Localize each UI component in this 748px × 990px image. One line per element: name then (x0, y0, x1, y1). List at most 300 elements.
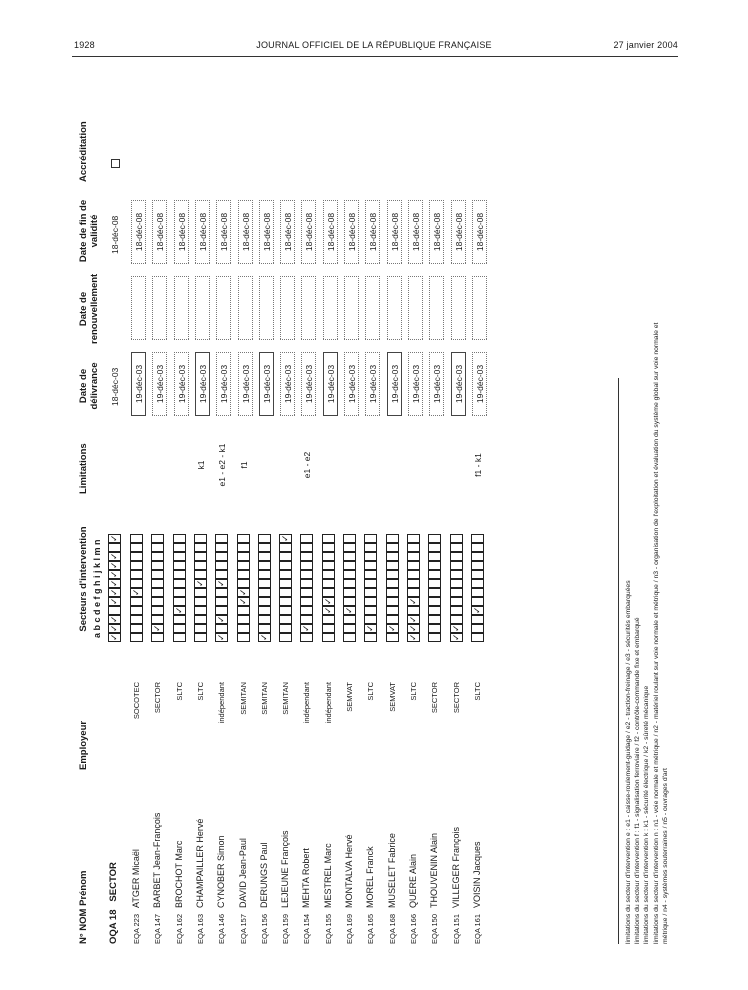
table-row (173, 164, 193, 944)
sector-check-empty (471, 588, 484, 597)
sector-check-empty (237, 552, 250, 561)
sector-check-empty (237, 624, 250, 633)
row-name: VOISIN Jacques (471, 841, 482, 908)
sector-check-checked: ✓ (109, 615, 119, 623)
journal-title: JOURNAL OFFICIEL DE LA RÉPUBLIQUE FRANÇAISE (256, 40, 492, 50)
table-row (428, 164, 448, 944)
sector-check-empty (151, 597, 164, 606)
row-sector-checks (450, 534, 468, 642)
sector-check-empty (428, 561, 441, 570)
row-delivery-date: 19-déc-03 (472, 352, 487, 416)
row-employer: SLTC (366, 682, 376, 701)
sector-check-empty (300, 606, 313, 615)
sector-check-empty (322, 543, 335, 552)
sector-check-checked: ✓ (194, 579, 205, 587)
row-id: EQA 150 (430, 913, 440, 944)
sector-check-empty (151, 570, 164, 579)
sector-letters: a b c d e f g h i j k l m n (92, 539, 102, 638)
group-sector-checks (108, 534, 126, 642)
sector-check-checked: ✓ (109, 633, 119, 641)
row-delivery-date: 19-déc-03 (408, 352, 423, 416)
row-sector-checks (471, 534, 489, 642)
sector-check-empty (300, 579, 313, 588)
footnote: limitations du secteur d'intervention e : e1 - caisse-roulement-guidage / e2 - traction-freinage / e3 - sécurités embarquées (625, 580, 632, 944)
row-renewal-date (174, 276, 189, 340)
row-renewal-date (216, 276, 231, 340)
table-row (151, 164, 171, 944)
sector-check-empty (151, 552, 164, 561)
sector-check-empty (428, 570, 441, 579)
col-header-end: Date de fin de validité (78, 199, 100, 263)
sector-check-checked: ✓ (173, 606, 184, 614)
sector-check-empty (364, 543, 377, 552)
sector-check-checked: ✓ (301, 624, 312, 632)
row-limitations: e1 - e2 - k1 (217, 443, 228, 487)
row-end-date: 18-déc-08 (323, 200, 338, 264)
sector-check-empty (450, 570, 463, 579)
row-renewal-date (301, 276, 316, 340)
sector-check-empty (279, 552, 292, 561)
sector-check-empty (194, 606, 207, 615)
row-limitations: f1 (238, 461, 249, 469)
row-employer: SECTOR (451, 682, 461, 714)
sector-check-empty (258, 534, 271, 543)
sector-check-empty (364, 534, 377, 543)
row-employer: indépendant (302, 682, 312, 724)
row-name: CYNOBER Simon (216, 835, 227, 908)
row-name: DAVID Jean-Paul (237, 838, 248, 908)
row-name: LEJEUNE François (280, 830, 291, 908)
sector-check-empty (130, 543, 143, 552)
sector-check-empty (215, 624, 228, 633)
sector-check-checked: ✓ (258, 633, 269, 641)
sector-check-checked: ✓ (109, 561, 119, 569)
col-header-renewal: Date de renouvellement (78, 273, 100, 344)
row-name: MONTALVA Hervé (344, 834, 354, 908)
sector-check-empty (322, 579, 335, 588)
row-id: EQA 156 (259, 913, 269, 944)
sector-check-empty (450, 534, 463, 543)
sector-check-empty (258, 624, 271, 633)
sector-check-checked: ✓ (471, 606, 482, 614)
sector-check-empty (215, 597, 228, 606)
sector-check-empty (300, 633, 313, 642)
row-sector-checks (173, 534, 191, 642)
sector-check-empty (386, 561, 399, 570)
row-renewal-date (408, 276, 423, 340)
sector-check-checked: ✓ (152, 624, 163, 632)
row-delivery-date: 19-déc-03 (344, 352, 359, 416)
table-row (215, 164, 235, 944)
row-sector-checks (364, 534, 382, 642)
sector-check-empty (279, 543, 292, 552)
sector-check-checked: ✓ (237, 588, 248, 596)
sector-check-empty (450, 606, 463, 615)
sector-check-empty (386, 570, 399, 579)
sector-check-empty (194, 570, 207, 579)
row-renewal-date (323, 276, 338, 340)
sector-check-empty (279, 624, 292, 633)
accreditation-checkbox[interactable] (111, 159, 120, 168)
sector-check-empty (300, 534, 313, 543)
sector-check-checked: ✓ (407, 633, 418, 641)
sector-check-empty (194, 561, 207, 570)
sector-check-empty (173, 579, 186, 588)
sector-check-empty (322, 570, 335, 579)
row-employer: SEMVAT (345, 682, 354, 712)
sector-check-empty (407, 606, 420, 615)
sector-check-checked: ✓ (386, 624, 397, 632)
row-employer: indépendant (217, 682, 227, 724)
sector-check-empty (322, 588, 335, 597)
sector-check-empty (237, 561, 250, 570)
row-renewal-date (387, 276, 402, 340)
sector-check-empty (237, 633, 250, 642)
sector-check-empty (258, 588, 271, 597)
table-row (407, 164, 427, 944)
row-name: CHAMPAILLER Hervé (194, 818, 205, 908)
sector-check-empty (407, 534, 420, 543)
row-name: QUERE Alain (407, 853, 418, 908)
sector-check-empty (108, 543, 121, 552)
row-sector-checks (300, 534, 318, 642)
sector-check-empty (173, 597, 186, 606)
sector-check-empty (279, 597, 292, 606)
table-row (130, 164, 150, 944)
sector-check-checked: ✓ (216, 579, 227, 587)
col-header-delivery: Date de délivrance (78, 362, 100, 410)
row-id: EQA 151 (451, 913, 461, 944)
row-renewal-date (131, 276, 146, 340)
sector-check-empty (364, 633, 377, 642)
footnote: limitations du secteur d'intervention f : f1 - signalisation ferroviaire / f2 - contrôle-commande fixe et embarqué (634, 617, 642, 944)
row-name: MOREL Franck (365, 846, 376, 908)
footnote: métrique / n4 - systèmes souterraines / n5 - ouvrages d'art (661, 768, 669, 944)
sector-check-empty (258, 606, 271, 615)
row-id: EQA 155 (323, 913, 333, 944)
row-employer: SLTC (408, 682, 418, 701)
sector-check-checked: ✓ (344, 606, 354, 614)
sector-check-empty (428, 615, 441, 624)
sector-check-empty (343, 579, 356, 588)
sector-check-empty (322, 552, 335, 561)
row-delivery-date: 19-déc-03 (451, 352, 466, 416)
sector-check-empty (173, 534, 186, 543)
group-row (108, 862, 119, 944)
row-renewal-date (472, 276, 487, 340)
sector-check-checked: ✓ (109, 624, 119, 632)
row-id: EQA 168 (387, 913, 397, 944)
sector-check-checked: ✓ (109, 579, 119, 587)
sector-check-empty (471, 624, 484, 633)
row-end-date: 18-déc-08 (174, 200, 189, 264)
sector-check-empty (450, 552, 463, 561)
sector-check-empty (364, 570, 377, 579)
sector-check-checked: ✓ (109, 588, 119, 596)
sector-check-empty (428, 624, 441, 633)
sector-check-checked: ✓ (365, 624, 376, 632)
col-header-accreditation: Accréditation (78, 121, 89, 182)
row-limitations: k1 (195, 460, 206, 470)
sector-check-empty (300, 615, 313, 624)
sector-check-checked: ✓ (216, 633, 227, 641)
sector-check-empty (194, 624, 207, 633)
row-id: EQA 166 (408, 913, 418, 944)
sector-check-empty (130, 597, 143, 606)
row-end-date: 18-déc-08 (280, 200, 295, 264)
sector-check-empty (237, 606, 250, 615)
group-code: OQA 18 (108, 909, 119, 944)
header-rule (72, 56, 678, 57)
sector-check-empty (450, 615, 463, 624)
sector-check-empty (258, 543, 271, 552)
row-sector-checks (386, 534, 404, 642)
table-row (322, 164, 342, 944)
row-id: EQA 165 (366, 913, 376, 944)
sector-check-empty (173, 552, 186, 561)
row-sector-checks (215, 534, 233, 642)
row-sector-checks (279, 534, 297, 642)
sector-check-empty (215, 588, 228, 597)
table-row (279, 164, 299, 944)
sector-check-empty (130, 579, 143, 588)
table-row (343, 164, 363, 944)
group-delivery: 18-déc-03 (110, 367, 120, 406)
sector-check-empty (258, 561, 271, 570)
sector-check-empty (428, 543, 441, 552)
sector-check-empty (386, 597, 399, 606)
sector-check-empty (151, 561, 164, 570)
sector-check-empty (194, 588, 207, 597)
sector-check-empty (173, 588, 186, 597)
row-end-date: 18-déc-08 (408, 200, 423, 264)
row-delivery-date: 19-déc-03 (280, 352, 295, 416)
row-sector-checks (130, 534, 148, 642)
row-end-date: 18-déc-08 (472, 200, 487, 264)
sector-check-checked: ✓ (407, 615, 418, 623)
sector-check-empty (194, 633, 207, 642)
sector-check-empty (300, 561, 313, 570)
sector-check-empty (130, 534, 143, 543)
sector-check-checked: ✓ (322, 606, 333, 614)
sector-check-empty (300, 597, 313, 606)
sector-check-empty (300, 552, 313, 561)
sector-check-empty (343, 615, 356, 624)
sector-check-empty (151, 534, 164, 543)
row-delivery-date: 19-déc-03 (365, 352, 380, 416)
sector-check-empty (151, 543, 164, 552)
row-name: MUSELET Fabrice (386, 833, 397, 908)
row-employer: SLTC (472, 682, 482, 701)
row-limitations: f1 - k1 (472, 453, 483, 477)
row-id: EQA 223 (132, 913, 141, 944)
sector-check-empty (428, 534, 441, 543)
sector-check-empty (364, 552, 377, 561)
footnote: limitations du secteur d'intervention k : k1 - sécurité électrique / k2 - sûreté mécanique (643, 685, 651, 944)
sector-check-empty (322, 633, 335, 642)
row-renewal-date (238, 276, 253, 340)
sector-check-empty (386, 552, 399, 561)
row-end-date: 18-déc-08 (216, 200, 231, 264)
row-name: MESTREL Marc (322, 843, 333, 908)
sector-check-empty (407, 570, 420, 579)
sector-check-empty (428, 597, 441, 606)
sector-check-empty (471, 561, 484, 570)
sector-check-empty (343, 543, 356, 552)
row-employer: SOCOTEC (132, 682, 141, 720)
row-renewal-date (451, 276, 466, 340)
row-end-date: 18-déc-08 (195, 200, 210, 264)
sector-check-empty (471, 552, 484, 561)
sector-check-empty (343, 633, 356, 642)
row-end-date: 18-déc-08 (259, 200, 274, 264)
sector-check-empty (343, 561, 356, 570)
col-header-employer: Employeur (78, 720, 89, 770)
row-delivery-date: 19-déc-03 (429, 352, 444, 416)
sector-check-empty (386, 633, 399, 642)
sector-check-empty (407, 579, 420, 588)
sector-check-empty (237, 543, 250, 552)
footnotes (624, 323, 670, 944)
sector-check-empty (322, 561, 335, 570)
sector-check-empty (407, 588, 420, 597)
row-end-date: 18-déc-08 (451, 200, 466, 264)
row-delivery-date: 19-déc-03 (131, 352, 146, 416)
row-delivery-date: 19-déc-03 (387, 352, 402, 416)
sector-check-empty (450, 543, 463, 552)
row-renewal-date (429, 276, 444, 340)
row-id: EQA 169 (345, 913, 354, 944)
row-id: EQA 154 (302, 913, 312, 944)
row-id: EQA 162 (174, 913, 184, 944)
sector-check-checked: ✓ (109, 552, 119, 560)
sector-check-empty (194, 597, 207, 606)
sector-check-checked: ✓ (407, 624, 418, 632)
row-delivery-date: 19-déc-03 (323, 352, 338, 416)
sector-check-empty (450, 588, 463, 597)
sector-check-checked: ✓ (407, 597, 418, 605)
row-id: EQA 159 (281, 913, 291, 944)
row-end-date: 18-déc-08 (344, 200, 359, 264)
sector-check-empty (108, 606, 121, 615)
row-name: THOUVENIN Alain (429, 832, 440, 908)
sector-check-empty (471, 570, 484, 579)
sector-check-empty (130, 552, 143, 561)
sector-check-empty (364, 579, 377, 588)
sector-check-checked: ✓ (450, 633, 461, 641)
row-renewal-date (365, 276, 380, 340)
sector-check-empty (471, 633, 484, 642)
sector-check-empty (407, 561, 420, 570)
sector-check-empty (151, 606, 164, 615)
row-sector-checks (322, 534, 340, 642)
table-row (194, 164, 214, 944)
row-employer: SLTC (195, 682, 205, 701)
issue-date: 27 janvier 2004 (613, 40, 678, 50)
sector-check-empty (258, 597, 271, 606)
row-employer: SECTOR (430, 682, 440, 714)
sector-check-checked: ✓ (237, 597, 248, 605)
sector-check-checked: ✓ (280, 534, 291, 542)
page-number: 1928 (74, 40, 95, 50)
row-employer: SECTOR (153, 682, 163, 714)
sector-check-empty (151, 615, 164, 624)
row-name: BROCHOT Marc (173, 840, 184, 908)
sector-check-empty (173, 633, 186, 642)
row-end-date: 18-déc-08 (365, 200, 380, 264)
sector-check-empty (194, 552, 207, 561)
sector-check-empty (386, 606, 399, 615)
sector-check-empty (279, 579, 292, 588)
sector-check-empty (428, 579, 441, 588)
row-employer: SEMITAN (259, 682, 269, 715)
col-header-name: N° NOM Prénom (78, 870, 89, 944)
table-row (364, 164, 384, 944)
sector-check-empty (279, 615, 292, 624)
row-delivery-date: 19-déc-03 (216, 352, 231, 416)
row-delivery-date: 19-déc-03 (301, 352, 316, 416)
sector-check-checked: ✓ (450, 624, 461, 632)
table-row (258, 164, 278, 944)
sector-check-empty (130, 570, 143, 579)
table-row (386, 164, 406, 944)
sector-check-empty (450, 597, 463, 606)
sector-check-empty (300, 588, 313, 597)
sector-check-empty (215, 552, 228, 561)
sector-check-empty (130, 606, 143, 615)
sector-check-empty (322, 615, 335, 624)
row-end-date: 18-déc-08 (429, 200, 444, 264)
sector-check-empty (343, 597, 356, 606)
row-delivery-date: 19-déc-03 (259, 352, 274, 416)
sector-check-empty (173, 561, 186, 570)
sector-check-empty (173, 615, 186, 624)
sector-check-empty (279, 588, 292, 597)
sector-check-empty (364, 606, 377, 615)
row-name: VILLEGER François (450, 826, 461, 908)
row-id: EQA 161 (472, 913, 482, 944)
sector-check-empty (130, 615, 143, 624)
row-sector-checks (428, 534, 446, 642)
sector-check-empty (215, 534, 228, 543)
sector-check-empty (428, 588, 441, 597)
sector-check-empty (194, 543, 207, 552)
sector-check-checked: ✓ (109, 597, 119, 605)
sector-check-empty (237, 615, 250, 624)
row-sector-checks (407, 534, 425, 642)
row-employer: SEMVAT (387, 682, 397, 712)
sector-check-empty (386, 534, 399, 543)
row-employer: SEMITAN (238, 682, 248, 715)
sector-check-checked: ✓ (216, 615, 227, 623)
sector-check-empty (130, 624, 143, 633)
sector-check-empty (194, 615, 207, 624)
row-end-date: 18-déc-08 (238, 200, 253, 264)
sector-check-empty (364, 588, 377, 597)
row-delivery-date: 19-déc-03 (238, 352, 253, 416)
sector-check-empty (258, 552, 271, 561)
sector-check-empty (237, 534, 250, 543)
sector-check-empty (322, 624, 335, 633)
sector-check-empty (173, 543, 186, 552)
row-delivery-date: 19-déc-03 (174, 352, 189, 416)
row-end-date: 18-déc-08 (387, 200, 402, 264)
footnote-rule (618, 378, 619, 944)
row-end-date: 18-déc-08 (152, 200, 167, 264)
sector-check-empty (237, 579, 250, 588)
row-id: EQA 147 (153, 913, 163, 944)
sector-check-checked: ✓ (322, 597, 333, 605)
